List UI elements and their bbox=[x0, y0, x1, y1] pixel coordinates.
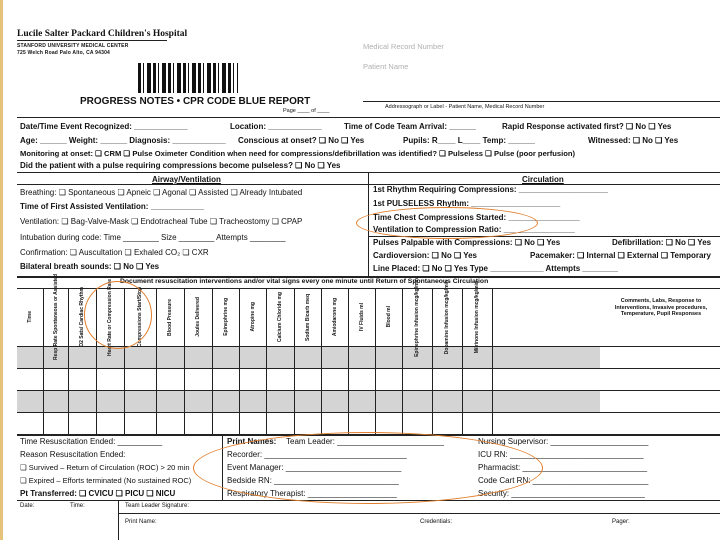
ventilation-field[interactable]: Ventilation: ❏ Bag-Valve-Mask ❏ Endotracheal Tube ❏ Tracheostomy ❏ CPAP bbox=[20, 217, 303, 226]
team-leader-field[interactable]: Team Leader: ________________________ bbox=[286, 437, 444, 446]
print-name-label[interactable]: Print Name: bbox=[125, 519, 157, 525]
event-manager-field[interactable]: Event Manager: __________________________ bbox=[227, 463, 402, 472]
column-header-label: Resp Rate Spontaneous or Assisted bbox=[52, 274, 59, 360]
survived-option[interactable]: ❏ Survived – Return of Circulation (ROC) > 20 min bbox=[20, 463, 190, 472]
signature-divider bbox=[118, 500, 119, 540]
time-label[interactable]: Time: bbox=[70, 503, 85, 509]
annotation-circle-heart-rate bbox=[84, 281, 152, 349]
arrival-field[interactable]: Time of Code Team Arrival: ______ bbox=[344, 122, 476, 131]
column-header bbox=[43, 274, 68, 360]
column-header-label: Amiodarone mg bbox=[331, 297, 338, 337]
security-field[interactable]: Security: ______________________________ bbox=[478, 489, 645, 498]
monitoring-field[interactable]: Monitoring at onset: ❏ CRM ❏ Pulse Oximeter Condition when need for compressions/defibrillation was identified? ❏ Pulseless ❏ Pulse (poor perfusion) bbox=[20, 149, 576, 158]
column-header-label: Blood Pressure bbox=[167, 298, 173, 336]
bedside-rn-field[interactable]: Bedside RN: ____________________________ bbox=[227, 476, 399, 485]
column-header bbox=[184, 290, 212, 344]
column-header bbox=[294, 290, 321, 344]
breathing-field[interactable]: Breathing: ❏ Spontaneous ❏ Apneic ❏ Agonal ❏ Assisted ❏ Already Intubated bbox=[20, 188, 303, 197]
hospital-underline bbox=[17, 40, 167, 41]
code-cart-rn-field[interactable]: Code Cart RN: __________________________ bbox=[478, 476, 649, 485]
column-header bbox=[156, 290, 184, 344]
page-label: Page ____ of ____ bbox=[283, 108, 330, 114]
credentials-label[interactable]: Credentials: bbox=[420, 519, 453, 525]
date-time-field[interactable]: Date/Time Event Recognized: ____________ bbox=[20, 122, 188, 131]
table-banner: Document resuscitation interventions and/or vital signs every one minute until Return of Spontaneous Circulation bbox=[120, 278, 489, 285]
column-header-label: O2 Sats/ Cardiac Rhythm bbox=[79, 287, 85, 347]
column-header bbox=[462, 280, 492, 354]
breath-sounds-field[interactable]: Bilateral breath sounds: ❏ No ❏ Yes bbox=[20, 262, 160, 271]
rule-signature-inner bbox=[118, 513, 720, 514]
age-weight-diagnosis-field[interactable]: Age: ______ Weight: ______ Diagnosis: ____________ bbox=[20, 136, 226, 145]
column-header-label: Calcium Chloride mg bbox=[277, 291, 283, 342]
pacemaker-field[interactable]: Pacemaker: ❏ Internal ❏ External ❏ Temporary bbox=[530, 251, 711, 260]
resp-therapist-field[interactable]: Respiratory Therapist: ____________________ bbox=[227, 489, 397, 498]
column-header-label: Compressions Start/Stop bbox=[137, 287, 143, 348]
column-header bbox=[239, 290, 266, 344]
column-header-label: IV Fluids ml bbox=[358, 302, 365, 332]
location-field[interactable]: Location: ____________ bbox=[230, 122, 322, 131]
rule-heading bbox=[17, 184, 720, 185]
mrn-label: Medical Record Number bbox=[363, 42, 444, 51]
ratio-field[interactable]: Ventilation to Compression Ratio: ________________ bbox=[373, 225, 575, 234]
column-header-label: Sodium Bicarb meq bbox=[304, 293, 311, 341]
table-row bbox=[17, 390, 600, 412]
pulseless-question-field[interactable]: Did the patient with a pulse requiring compressions become pulseless? ❏ No ❏ Yes bbox=[20, 161, 341, 170]
annotation-circle-print-names bbox=[193, 432, 543, 504]
column-header-label: Epinephrine Infusion mcg/kg/min bbox=[414, 277, 420, 357]
row-divider bbox=[17, 390, 720, 391]
column-header bbox=[402, 277, 432, 357]
barcode bbox=[138, 63, 238, 93]
pulseless-rhythm-field[interactable]: 1st PULSELESS Rhythm: ____________________ bbox=[373, 199, 561, 208]
transferred-field[interactable]: Pt Transferred: ❏ CVICU ❏ PICU ❏ NICU bbox=[20, 489, 176, 498]
column-header-label: Milrinone Infusion mcg/kg/min bbox=[474, 280, 480, 354]
column-header-label: Joules Delivered bbox=[195, 297, 201, 337]
column-header bbox=[212, 290, 239, 344]
page-edge bbox=[0, 0, 3, 540]
rapid-response-field[interactable]: Rapid Response activated first? ❏ No ❏ Yes bbox=[502, 122, 672, 131]
time-ended-field[interactable]: Time Resuscitation Ended: __________ bbox=[20, 437, 163, 446]
column-header-label: Epinephrine mg bbox=[222, 298, 229, 336]
circulation-heading: Circulation bbox=[522, 175, 564, 184]
addressograph-label: Addressograph or Label - Patient Name, Medical Record Number bbox=[385, 104, 545, 110]
column-header bbox=[321, 290, 348, 344]
first-assisted-field[interactable]: Time of First Assisted Ventilation: ____________ bbox=[20, 202, 205, 211]
reason-ended-field[interactable]: Reason Resuscitation Ended: bbox=[20, 450, 126, 459]
first-rhythm-field[interactable]: 1st Rhythm Requiring Compressions: ____________________ bbox=[373, 185, 608, 194]
defibrillation-field[interactable]: Defibrillation: ❏ No ❏ Yes bbox=[612, 238, 712, 247]
icu-rn-field[interactable]: ICU RN: ______________________________ bbox=[478, 450, 644, 459]
column-header bbox=[17, 290, 43, 344]
pulses-field[interactable]: Pulses Palpable with Compressions: ❏ No ❏ Yes bbox=[373, 238, 561, 247]
hospital-line1: STANFORD UNIVERSITY MEDICAL CENTER bbox=[17, 43, 129, 49]
line-placed-field[interactable]: Line Placed: ❏ No ❏ Yes Type ____________ Attempts ________ bbox=[373, 264, 618, 273]
column-header-label: Time bbox=[27, 311, 33, 323]
patient-name-label: Patient Name bbox=[363, 62, 409, 71]
column-header bbox=[432, 279, 462, 355]
hospital-name: Lucile Salter Packard Children's Hospital bbox=[17, 29, 188, 39]
airway-heading: Airway/Ventilation bbox=[152, 175, 221, 184]
witnessed-field[interactable]: Witnessed: ❏ No ❏ Yes bbox=[588, 136, 679, 145]
pupils-temp-field[interactable]: Pupils: R____ L____ Temp: ______ bbox=[403, 136, 535, 145]
conscious-field[interactable]: Conscious at onset? ❏ No ❏ Yes bbox=[238, 136, 365, 145]
annotation-circle-compressions bbox=[356, 207, 538, 239]
date-label[interactable]: Date: bbox=[20, 503, 35, 509]
expired-option[interactable]: ❏ Expired – Efforts terminated (No sustained ROC) bbox=[20, 476, 192, 485]
form-title: PROGRESS NOTES • CPR CODE BLUE REPORT bbox=[80, 96, 311, 107]
cardioversion-field[interactable]: Cardioversion: ❏ No ❏ Yes bbox=[373, 251, 478, 260]
column-header bbox=[348, 290, 375, 344]
column-header-label: Atropine mg bbox=[249, 302, 256, 332]
addressograph-line bbox=[363, 101, 720, 102]
intubation-field[interactable]: Intubation during code: Time ________ Size ________ Attempts ________ bbox=[20, 233, 286, 242]
pager-label[interactable]: Pager: bbox=[612, 519, 630, 525]
column-header-label: Blood ml bbox=[385, 306, 392, 328]
recorder-field[interactable]: Recorder: ________________________________ bbox=[227, 450, 407, 459]
column-header bbox=[266, 290, 294, 344]
hospital-line2: 725 Welch Road Palo Alto, CA 94304 bbox=[17, 50, 111, 56]
nursing-supervisor-field[interactable]: Nursing Supervisor: ______________________ bbox=[478, 437, 649, 446]
confirmation-field[interactable]: Confirmation: ❏ Auscultation ❏ Exhaled CO₂ ❏ CXR bbox=[20, 248, 209, 257]
column-header bbox=[375, 290, 402, 344]
column-header-label: Heart Rate or Compression Rate bbox=[107, 278, 113, 356]
chest-started-field[interactable]: Time Chest Compressions Started: ________________ bbox=[373, 213, 580, 222]
rule-top bbox=[17, 117, 720, 118]
print-names-label: Print Names: bbox=[227, 437, 277, 446]
team-leader-signature-label[interactable]: Team Leader Signature: bbox=[125, 503, 190, 509]
row-divider bbox=[17, 368, 720, 369]
column-header-label: Dopamine Infusion mcg/kg/min bbox=[444, 279, 450, 355]
comments-column-header: Comments, Labs, Response to Interventions, Invasive procedures, Temperature, Pupil Responses bbox=[614, 298, 708, 318]
table-row bbox=[17, 346, 600, 368]
pharmacist-field[interactable]: Pharmacist: ____________________________ bbox=[478, 463, 648, 472]
row-divider bbox=[17, 412, 720, 413]
